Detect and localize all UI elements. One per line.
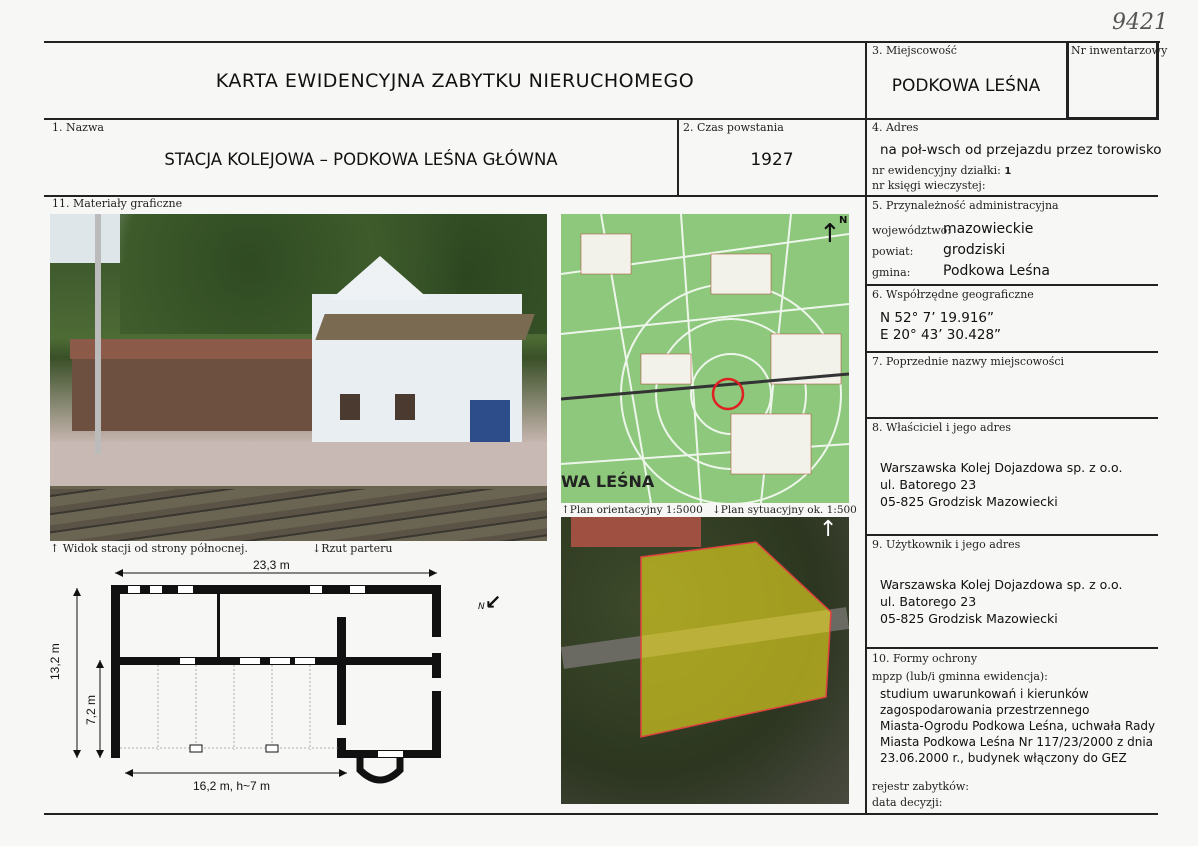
floor-plan	[60, 555, 480, 800]
orientation-map	[561, 214, 849, 503]
window	[395, 394, 415, 420]
rails	[50, 489, 547, 541]
map-drawing	[561, 214, 849, 503]
user-address	[880, 576, 1122, 627]
field4-label: 4. Adres	[872, 121, 919, 134]
station-roof	[315, 314, 534, 340]
object-name: STACJA KOLEJOWA – PODKOWA LEŚNA GŁÓWNA	[164, 150, 558, 169]
site-boundary	[561, 517, 849, 804]
commune-value: Podkowa Leśna	[943, 263, 1050, 279]
divider	[44, 118, 1068, 120]
inventory-label: Nr inwentarzowy	[1071, 44, 1168, 57]
divider	[866, 284, 1158, 286]
north-label: N	[478, 602, 485, 612]
field8-label: 8. Właściciel i jego adres	[872, 421, 1012, 434]
field7-label: 7. Poprzednie nazwy miejscowości	[872, 355, 1065, 368]
north-arrow: ↑	[819, 517, 838, 542]
protection-line: zagospodarowania przestrzennego	[880, 703, 1090, 717]
decision-date-label: data decyzji:	[872, 796, 943, 809]
protection-line: studium uwarunkowań i kierunków	[880, 687, 1089, 701]
owner-line: 05-825 Grodzisk Mazowiecki	[880, 494, 1058, 509]
construction-year: 1927	[750, 150, 794, 170]
longitude: E 20° 43’ 30.428”	[880, 327, 1002, 343]
latitude: N 52° 7’ 19.916”	[880, 310, 995, 326]
land-register-label: nr księgi wieczystej:	[872, 179, 986, 192]
owner-line: Warszawska Kolej Dojazdowa sp. z o.o.	[880, 460, 1123, 475]
divider	[866, 647, 1158, 649]
map-north-arrow: ↑	[819, 219, 841, 249]
field2-label: 2. Czas powstania	[683, 121, 784, 134]
register-label: rejestr zabytków:	[872, 780, 969, 793]
county-label: powiat:	[872, 245, 914, 258]
owner-line: ul. Batorego 23	[880, 477, 977, 492]
station-photo	[50, 214, 547, 541]
aerial-site-plan	[561, 517, 849, 804]
field11-label: 11. Materiały graficzne	[52, 197, 183, 210]
dimension-inner: 7,2 m	[84, 694, 98, 725]
page-title: KARTA EWIDENCYJNA ZABYTKU NIERUCHOMEGO	[215, 70, 695, 92]
user-line: ul. Batorego 23	[880, 594, 977, 609]
north-arrow-icon: ↙	[484, 590, 502, 614]
floor-plan-caption: ↓Rzut parteru	[312, 542, 393, 555]
voivodeship-value: mazowieckie	[943, 221, 1034, 237]
divider	[866, 534, 1158, 536]
dimension-height: 13,2 m	[48, 643, 62, 680]
plot-value: 1	[1004, 166, 1012, 177]
divider	[44, 195, 1158, 197]
field9-label: 9. Użytkownik i jego adres	[872, 538, 1021, 551]
locality-value: PODKOWA LEŚNA	[891, 76, 1041, 96]
field6-label: 6. Współrzędne geograficzne	[872, 288, 1034, 301]
commune-label: gmina:	[872, 266, 911, 279]
divider	[866, 417, 1158, 419]
site-plan-caption: ↓Plan sytuacyjny ok. 1:500	[712, 504, 857, 516]
gable	[330, 256, 430, 300]
user-line: 05-825 Grodzisk Mazowiecki	[880, 611, 1058, 626]
user-line: Warszawska Kolej Dojazdowa sp. z o.o.	[880, 577, 1123, 592]
plan-north-indicator	[478, 590, 502, 614]
voivodeship-label: województwo:	[872, 224, 951, 237]
photo-caption: ↑ Widok stacji od strony północnej.	[50, 542, 248, 555]
field3-label: 3. Miejscowość	[872, 44, 957, 57]
map-place-label: WA LEŚNA	[561, 472, 655, 491]
canopy-roof	[70, 339, 340, 359]
plot-label: nr ewidencyjny działki:	[872, 164, 1001, 177]
dimension-width: 23,3 m	[250, 558, 293, 572]
field1-label: 1. Nazwa	[52, 121, 104, 134]
protection-line: Miasta-Ogrodu Podkowa Leśna, uchwała Rady	[880, 719, 1156, 733]
platform	[50, 442, 547, 486]
field10-label: 10. Formy ochrony	[872, 652, 978, 665]
divider	[44, 41, 1160, 43]
protection-line: 23.06.2000 r., budynek włączony do GEZ	[880, 751, 1127, 765]
plot-row	[872, 164, 1011, 177]
map-caption: ↑Plan orientacyjny 1:5000	[561, 504, 703, 516]
window	[340, 394, 360, 420]
handwritten-number: 9421	[1112, 10, 1168, 35]
protection-line: Miasta Podkowa Leśna Nr 117/23/2000 z dnia	[880, 735, 1154, 749]
map-north-label: N	[839, 215, 848, 226]
divider	[44, 813, 1158, 815]
divider	[866, 351, 1158, 353]
address-value: na poł-wsch od przejazdu przez torowisko	[880, 142, 1162, 158]
mpzp-label: mpzp (lub/i gminna ewidencja):	[872, 670, 1048, 683]
pole	[95, 214, 101, 454]
dimension-bottom: 16,2 m, h~7 m	[193, 779, 271, 793]
canopy-wall	[72, 359, 337, 431]
field5-label: 5. Przynależność administracyjna	[872, 199, 1059, 212]
county-value: grodziski	[943, 242, 1006, 258]
owner-address	[880, 459, 1122, 510]
protection-text	[880, 686, 1155, 766]
